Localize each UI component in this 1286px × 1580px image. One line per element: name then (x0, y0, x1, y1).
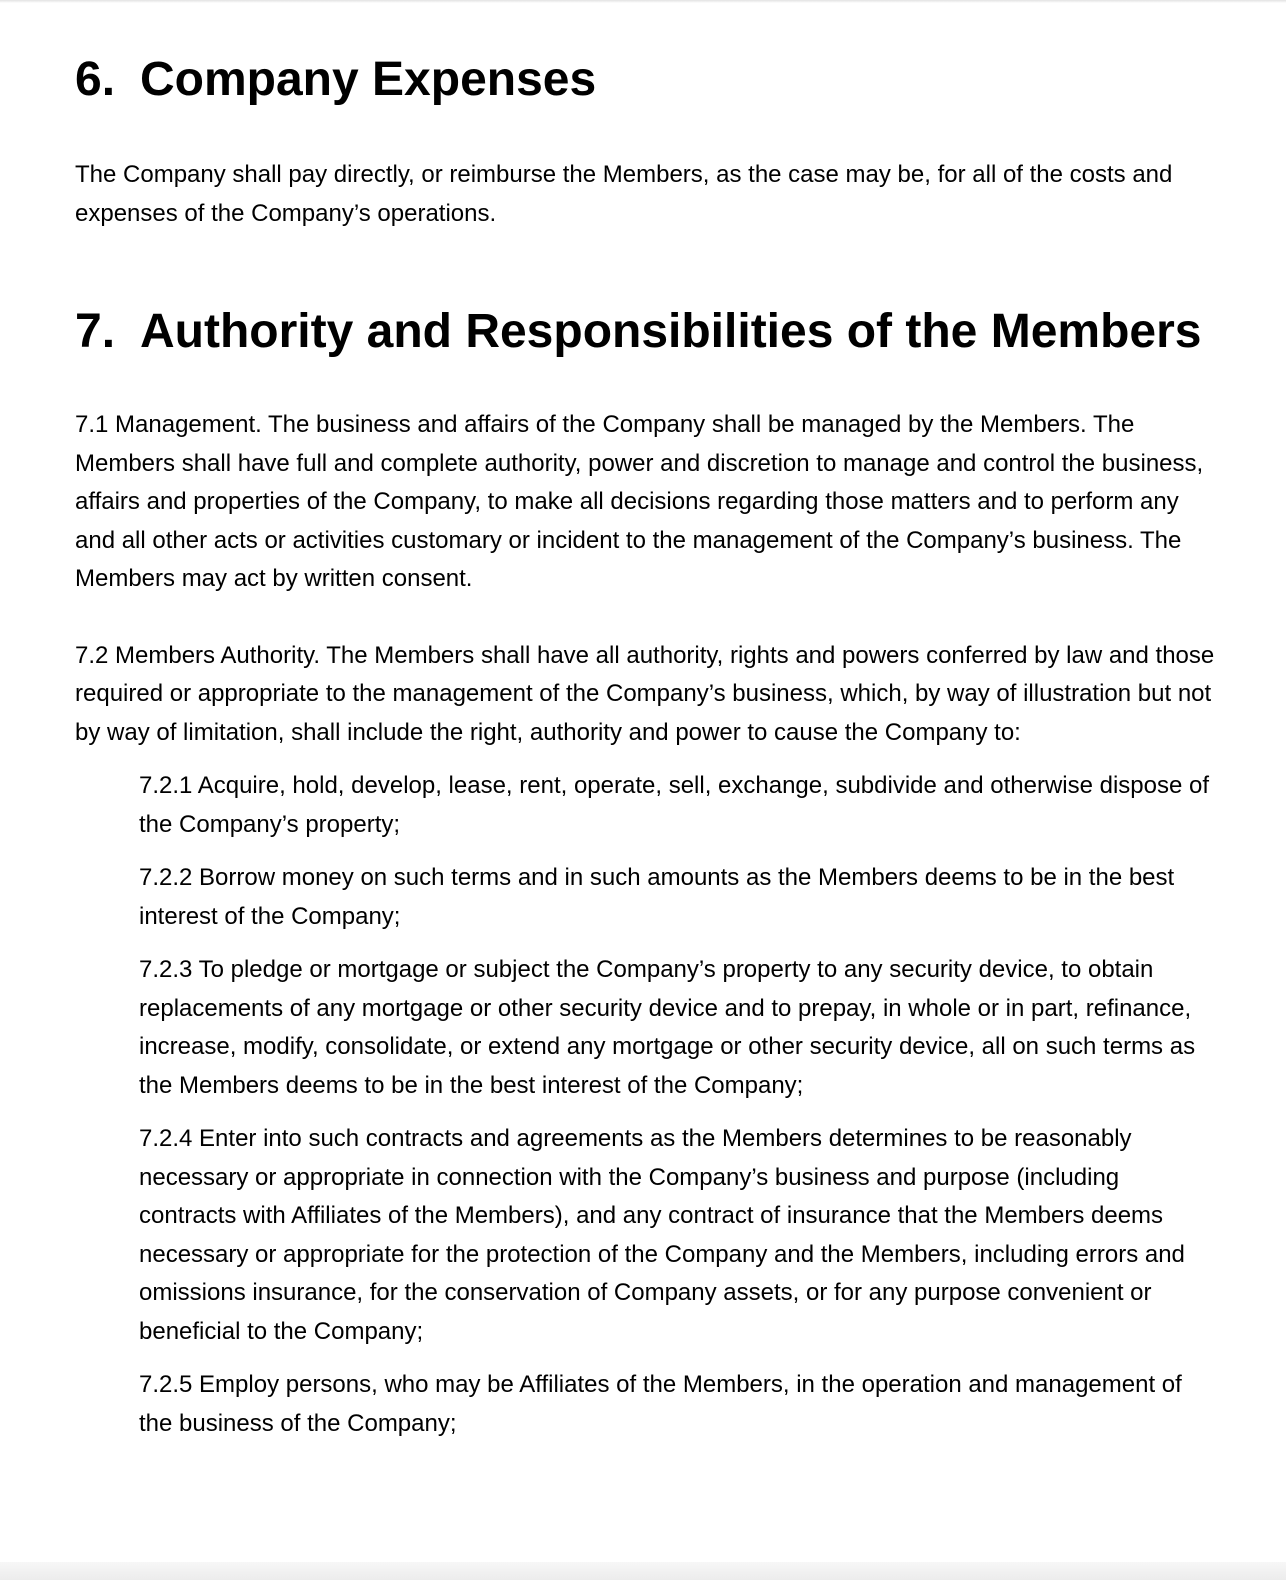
section-6-heading (75, 54, 1220, 106)
clause-7-2-5: 7.2.5 Employ persons, who may be Affiliates of the Members, in the operation and management of the business of the Company; (139, 1371, 1182, 1437)
paragraph-7-2-members-authority: 7.2 Members Authority. The Members shall have all authority, rights and powers conferred by law and those required or appropriate to the management of the Company’s business, which, by way of illustration but not by way of limitation, shall include the right, authority and power to cause the Company to: (75, 641, 1215, 746)
paragraph-7-1-management: 7.1 Management. The business and affairs of the Company shall be managed by the Members. The Members shall have full and complete authority, power and discretion to manage and control the business, affairs and properties of the Company, to make all decisions regarding those matters and to perform any and all other acts or activities customary or incident to the management of the Company’s business. The Members may act by written consent. (75, 411, 1204, 592)
viewer-bottom-bar (0, 1562, 1286, 1580)
section-7-number: 7. (75, 305, 116, 358)
clause-7-2-4: 7.2.4 Enter into such contracts and agreements as the Members determines to be reasonably necessary or appropriate in connection with the Company’s business and purpose (including contracts with Affiliates of the Members), and any contract of insurance that the Members deems necessary or appropriate for the protection of the Company and the Members, including errors and omissions insurance, for the conservation of Company assets, or for any purpose convenient or beneficial to the Company; (139, 1125, 1185, 1345)
section-6-title: Company Expenses (140, 53, 597, 106)
section-7-title: Authority and Responsibilities of the Members (140, 305, 1202, 358)
section-6-body: The Company shall pay directly, or reimburse the Members, as the case may be, for all of the costs and expenses of the Company’s operations. (75, 161, 1173, 227)
section-7-heading (75, 306, 1220, 358)
section-6-number: 6. (75, 53, 116, 106)
clause-7-2-3: 7.2.3 To pledge or mortgage or subject the Company’s property to any security device, to obtain replacements of any mortgage or other security device and to prepay, in whole or in part, refinance, increase, modify, consolidate, or extend any mortgage or other security device, all on such terms as the Members deems to be in the best interest of the Company; (139, 956, 1196, 1099)
clause-7-2-2: 7.2.2 Borrow money on such terms and in such amounts as the Members deems to be in the best interest of the Company; (139, 864, 1175, 930)
clause-7-2-1: 7.2.1 Acquire, hold, develop, lease, rent, operate, sell, exchange, subdivide and otherwise dispose of the Company’s property; (139, 772, 1210, 838)
top-edge-shadow (0, 0, 1286, 3)
